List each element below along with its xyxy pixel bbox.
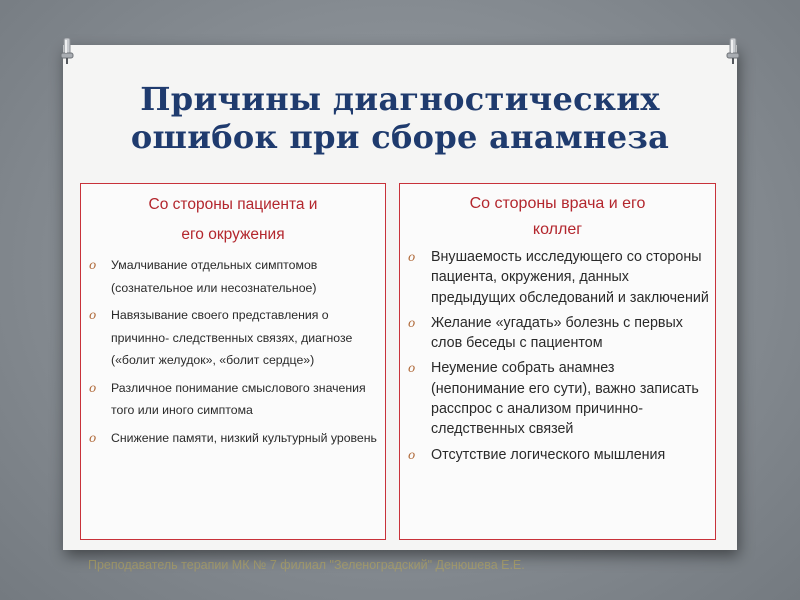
bullet-icon: o <box>89 308 97 322</box>
slide-title <box>63 80 737 156</box>
list-item-text: Желание «угадать» болезнь с первых слов беседы с пациентом <box>431 314 683 352</box>
panel-heading <box>81 190 385 250</box>
list-item <box>400 247 715 308</box>
footer-author: Преподаватель терапии МК № 7 филиал "Зеленоградский" Денюшева Е.Е. <box>88 558 525 572</box>
bullet-icon: o <box>408 315 416 330</box>
bullet-icon: o <box>89 380 97 395</box>
pushpin-icon <box>58 38 76 64</box>
panel-heading-line: Со стороны пациента и <box>148 196 318 213</box>
list-item <box>400 445 715 465</box>
list-item <box>400 358 715 439</box>
list-item <box>81 427 385 450</box>
list-item-text: Навязывание своего представления о причинно- следственных связях, диагнозе («болит желудок», «болит сердце») <box>111 308 353 367</box>
doctor-side-panel <box>399 183 716 540</box>
slide-title-line: ошибок при сборе анамнеза <box>130 118 670 156</box>
patient-side-panel <box>80 183 386 540</box>
bullet-icon: o <box>408 250 416 264</box>
panel-heading-line: его окружения <box>181 226 285 243</box>
list-item <box>81 254 385 299</box>
list-item <box>81 377 385 422</box>
list-item-text: Различное понимание смыслового значения того или иного симптома <box>111 380 366 417</box>
bullet-icon: o <box>408 361 416 376</box>
bullet-icon: o <box>408 447 416 462</box>
panel-heading <box>400 191 715 243</box>
slide-title-line: Причины диагностических <box>140 80 660 118</box>
list-item-text: Отсутствие логического мышления <box>431 446 666 463</box>
panel-heading-line: коллег <box>532 221 583 238</box>
list-item <box>400 313 715 354</box>
patient-causes-list <box>81 254 385 449</box>
bullet-icon: o <box>89 258 97 272</box>
bullet-icon: o <box>89 430 97 445</box>
list-item-text: Внушаемость исследующего со стороны пациента, окружения, данных предыдущих обследований и заключений <box>431 249 709 306</box>
list-item-text: Снижение памяти, низкий культурный уровень <box>111 430 377 445</box>
doctor-causes-list <box>400 247 715 465</box>
panel-heading-line: Со стороны врача и его <box>469 195 646 212</box>
pushpin-icon <box>724 38 742 64</box>
list-item-text: Умалчивание отдельных симптомов (сознательное или несознательное) <box>111 258 318 295</box>
list-item <box>81 304 385 372</box>
list-item-text: Неумение собрать анамнез (непонимание его сути), важно записать расспрос с анализом причинно-следственных связей <box>431 360 699 438</box>
